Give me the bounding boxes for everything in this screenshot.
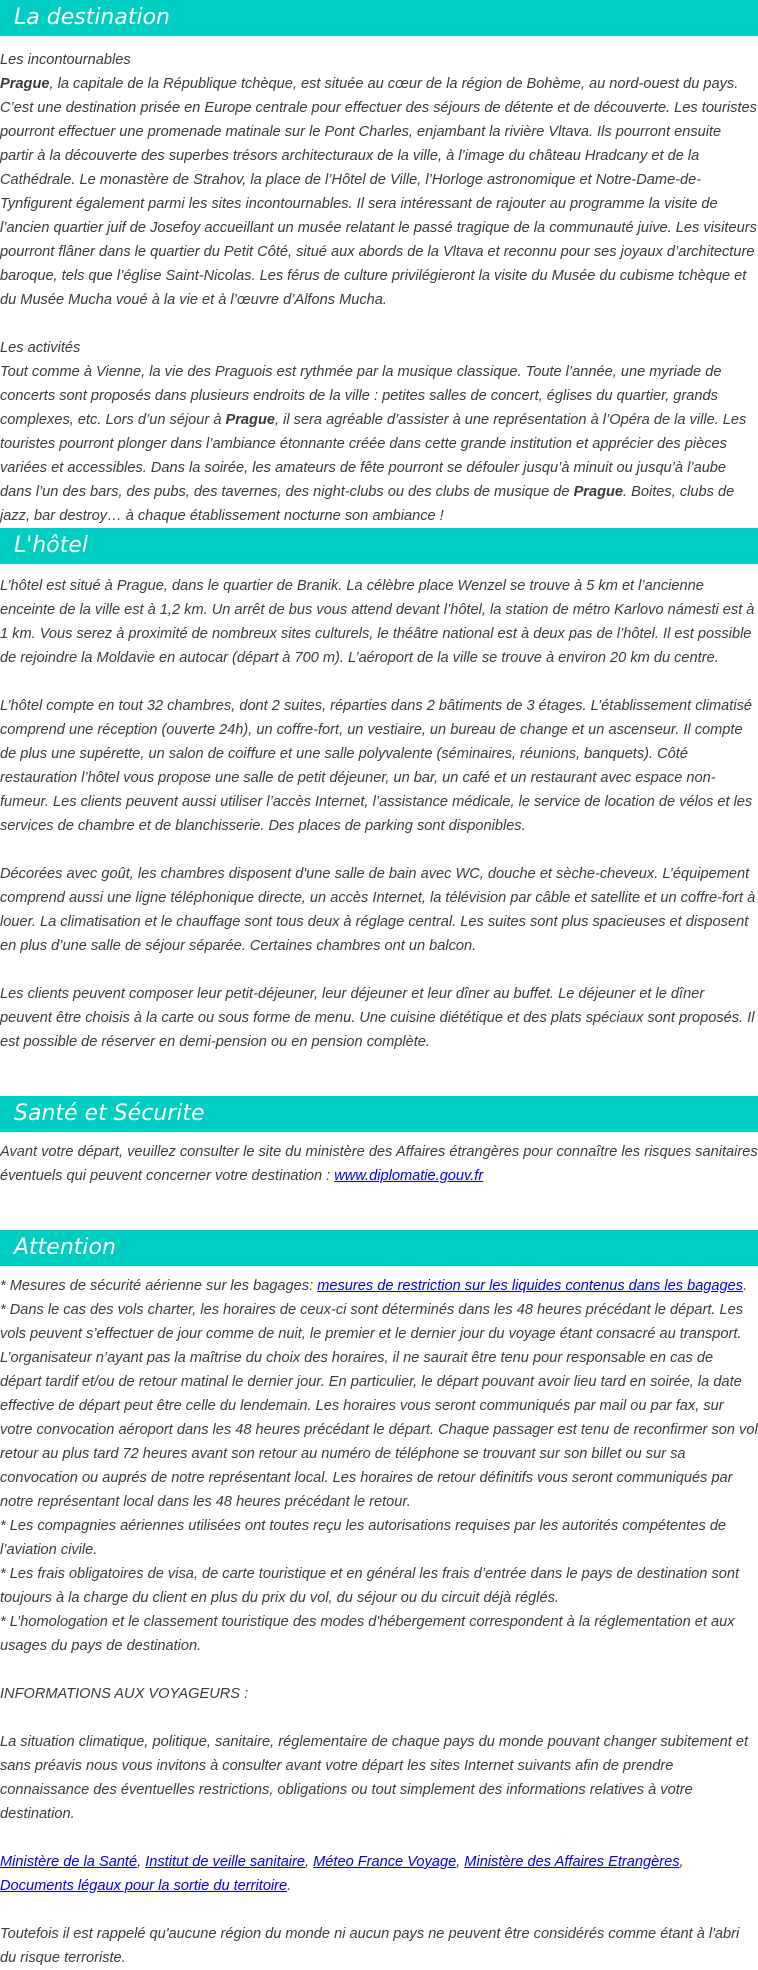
sante-text: Avant votre départ, veuillez consulter le site du ministère des Affaires étrangères pour connaître les risques sanitaires éventuels qui peuvent concerner votre destination : www.diplomatie.gouv.fr bbox=[0, 1144, 758, 1184]
liquides-restriction-link[interactable]: mesures de restriction sur les liquides contenus dans les bagages bbox=[317, 1278, 744, 1294]
diplomatie-link[interactable]: www.diplomatie.gouv.fr bbox=[334, 1168, 484, 1184]
hotel-dining-text: Les clients peuvent composer leur petit-déjeuner, leur déjeuner et leur dîner au buffet. Le déjeuner et le dîner peuvent être choisis à la carte ou sous forme de menu. Une cuisine diététique et des plats spéciaux sont proposés. Il est possible de réserver en demi-pension ou en pension complète. bbox=[0, 986, 755, 1050]
hotel-rooms-text: Décorées avec goût, les chambres disposent d'une salle de bain avec WC, douche et sèche-cheveux. L’équipement comprend aussi une ligne téléphonique directe, un accès Internet, la télévision par câble et satellite et un coffre-fort à louer. La climatisation et le chauffage sont tous deux à réglage central. Les suites sont plus spacieuses et disposent en plus d’une salle de séjour séparée. Certaines chambres ont un balcon. bbox=[0, 866, 756, 954]
documents-legaux-link[interactable]: Documents légaux pour la sortie du territoire bbox=[0, 1878, 288, 1894]
info-voyageurs-text: La situation climatique, politique, sanitaire, réglementaire de chaque pays du monde pouvant changer subitement et sans préavis nous vous invitons à consulter avant votre départ les sites Internet suivants afin de prendre connaissance des éventuelles restrictions, obligations ou tout simplement des informations relatives à votre destination. bbox=[0, 1734, 748, 1822]
info-voyageurs-title: INFORMATIONS AUX VOYAGEURS : bbox=[0, 1686, 249, 1702]
meteo-france-link[interactable]: Méteo France Voyage bbox=[313, 1854, 457, 1870]
attention-bullet-bagages: * Mesures de sécurité aérienne sur les bagages: mesures de restriction sur les liquides contenus dans les bagages. bbox=[0, 1278, 748, 1294]
attention-bullet-compagnies: * Les compagnies aériennes utilisées ont toutes reçu les autorisations requises par les autorités compétentes de l’aviation civile. bbox=[0, 1518, 727, 1558]
terrorisme-warning-text: Toutefois il est rappelé qu'aucune région du monde ni aucun pays ne peuvent être considérés comme étant à l'abri du risque terroriste. bbox=[0, 1926, 740, 1966]
section-header-hotel: L'hôtel bbox=[0, 528, 758, 564]
section-header-destination: La destination bbox=[0, 0, 758, 36]
attention-bullet-homologation: * L’homologation et le classement touristique des modes d'hébergement correspondent à la réglementation et aux usages du pays de destination. bbox=[0, 1614, 735, 1654]
city-name: Prague bbox=[0, 76, 50, 92]
incontournables-title: Les incontournables bbox=[0, 52, 131, 68]
activites-title: Les activités bbox=[0, 340, 81, 356]
incontournables-text: Prague, la capitale de la République tchèque, est située au cœur de la région de Bohème, au nord-ouest du pays. C’est une destination prisée en Europe centrale pour effectuer des séjours de détente et de découverte. Les touristes pourront effectuer une promenade matinale sur le Pont Charles, enjambant la rivière Vltava. Ils pourront ensuite partir à la découverte des superbes trésors architecturaux de la ville, à l’image du château Hradcany et de la Cathédrale. Le monastère de Strahov, la place de l’Hôtel de Ville, l’Horloge astronomique et Notre-Dame-de-Tynfigurent également parmi les sites incontournables. Il sera intéressant de rajouter au programme la visite de l’ancien quartier juif de Josefoy accueillant un musée relatant le passé tragique de la communauté juive. Les visiteurs pourront flâner dans le quartier du Petit Côté, situé aux abords de la Vltava et reconnu pour ses joyaux d’architecture baroque, tels que l’église Saint-Nicolas. Les férus de culture privilégieront la visite du Musée du cubisme tchèque et du Musée Mucha voué à la vie et à l’œuvre d’Alfons Mucha. bbox=[0, 76, 757, 308]
city-name: Prague bbox=[573, 484, 624, 500]
hotel-facilities-text: L’hôtel compte en tout 32 chambres, dont 2 suites, réparties dans 2 bâtiments de 3 étages. L’établissement climatisé comprend une réception (ouverte 24h), un coffre-fort, un vestiaire, un bureau de change et un ascenseur. Il compte de plus une supérette, un salon de coiffure et une salle polyvalente (séminaires, réunions, banquets). Côté restauration l’hôtel vous propose une salle de petit déjeuner, un bar, un café et un restaurant avec espace non-fumeur. Les clients peuvent aussi utiliser l’accès Internet, l’assistance médicale, le service de location de vélos et les services de chambre et de blanchisserie. Des places de parking sont disponibles. bbox=[0, 698, 753, 834]
attention-bullet-charter: * Dans le cas des vols charter, les horaires de ceux-ci sont déterminés dans les 48 heures précédant le départ. Les vols peuvent s’effectuer de jour comme de nuit, le premier et le dernier jour du voyage étant consacré au transport. L’organisateur n’ayant pas la maîtrise du choix des horaires, il ne saurait être tenu pour responsable en cas de départ tardif et/ou de retour matinal le dernier jour. En particulier, le départ pouvant avoir lieu tard en soirée, la date effective de départ peut être celle du lendemain. Les horaires vous seront communiqués par mail ou par fax, sur votre convocation aéroport dans les 48 heures précédant le départ. Chaque passager est tenu de reconfirmer son vol retour au plus tard 72 heures avant son retour au numéro de téléphone se trouvant sur son billet ou sur sa convocation ou auprés de notre représentant local. Les horaires de retour définitifs vous seront communiqués par notre représentant local dans les 48 heures précédant le retour. bbox=[0, 1302, 758, 1510]
city-name: Prague bbox=[225, 412, 275, 428]
affaires-etrangeres-link[interactable]: Ministère des Affaires Etrangères bbox=[464, 1854, 680, 1870]
veille-sanitaire-link[interactable]: Institut de veille sanitaire bbox=[145, 1854, 306, 1870]
info-links: Ministère de la Santé, Institut de veille sanitaire, Méteo France Voyage, Ministère des Affaires Etrangères, Documents légaux pour la sortie du territoire. bbox=[0, 1854, 684, 1894]
attention-bullet-frais: * Les frais obligatoires de visa, de carte touristique et en général les frais d’entrée dans le pays de destination sont toujours à la charge du client en plus du prix du vol, du séjour ou du circuit déjà réglés. bbox=[0, 1566, 740, 1606]
activites-text: Tout comme à Vienne, la vie des Praguois est rythmée par la musique classique. Toute l’année, une myriade de concerts sont proposés dans plusieurs endroits de la ville : petites salles de concert, églises du quartier, grands complexes, etc. Lors d’un séjour à Prague, il sera agréable d’assister à une représentation à l’Opéra de la ville. Les touristes pourront plonger dans l’ambiance étonnante créée dans cette grande institution et apprécier des pièces variées et accessibles. Dans la soirée, les amateurs de fête pourront se défouler jusqu’à minuit ou jusqu’à l’aube dans l’un des bars, des pubs, des tavernes, des night-clubs ou des clubs de musique de Prague. Boites, clubs de jazz, bar destroy… à chaque établissement nocturne son ambiance ! bbox=[0, 364, 747, 524]
section-header-sante: Santé et Sécurite bbox=[0, 1096, 758, 1132]
ministere-sante-link[interactable]: Ministère de la Santé bbox=[0, 1854, 138, 1870]
section-header-attention: Attention bbox=[0, 1230, 758, 1266]
hotel-location-text: L’hôtel est situé à Prague, dans le quartier de Branik. La célèbre place Wenzel se trouve à 5 km et l’ancienne enceinte de la ville est à 1,2 km. Un arrêt de bus vous attend devant l’hôtel, la station de métro Karlovo námesti est à 1 km. Vous serez à proximité de nombreux sites culturels, le théâtre national est à deux pas de l’hôtel. Il est possible de rejoindre la Moldavie en autocar (départ à 700 m). L’aéroport de la ville se trouve à environ 20 km du centre. bbox=[0, 578, 755, 666]
